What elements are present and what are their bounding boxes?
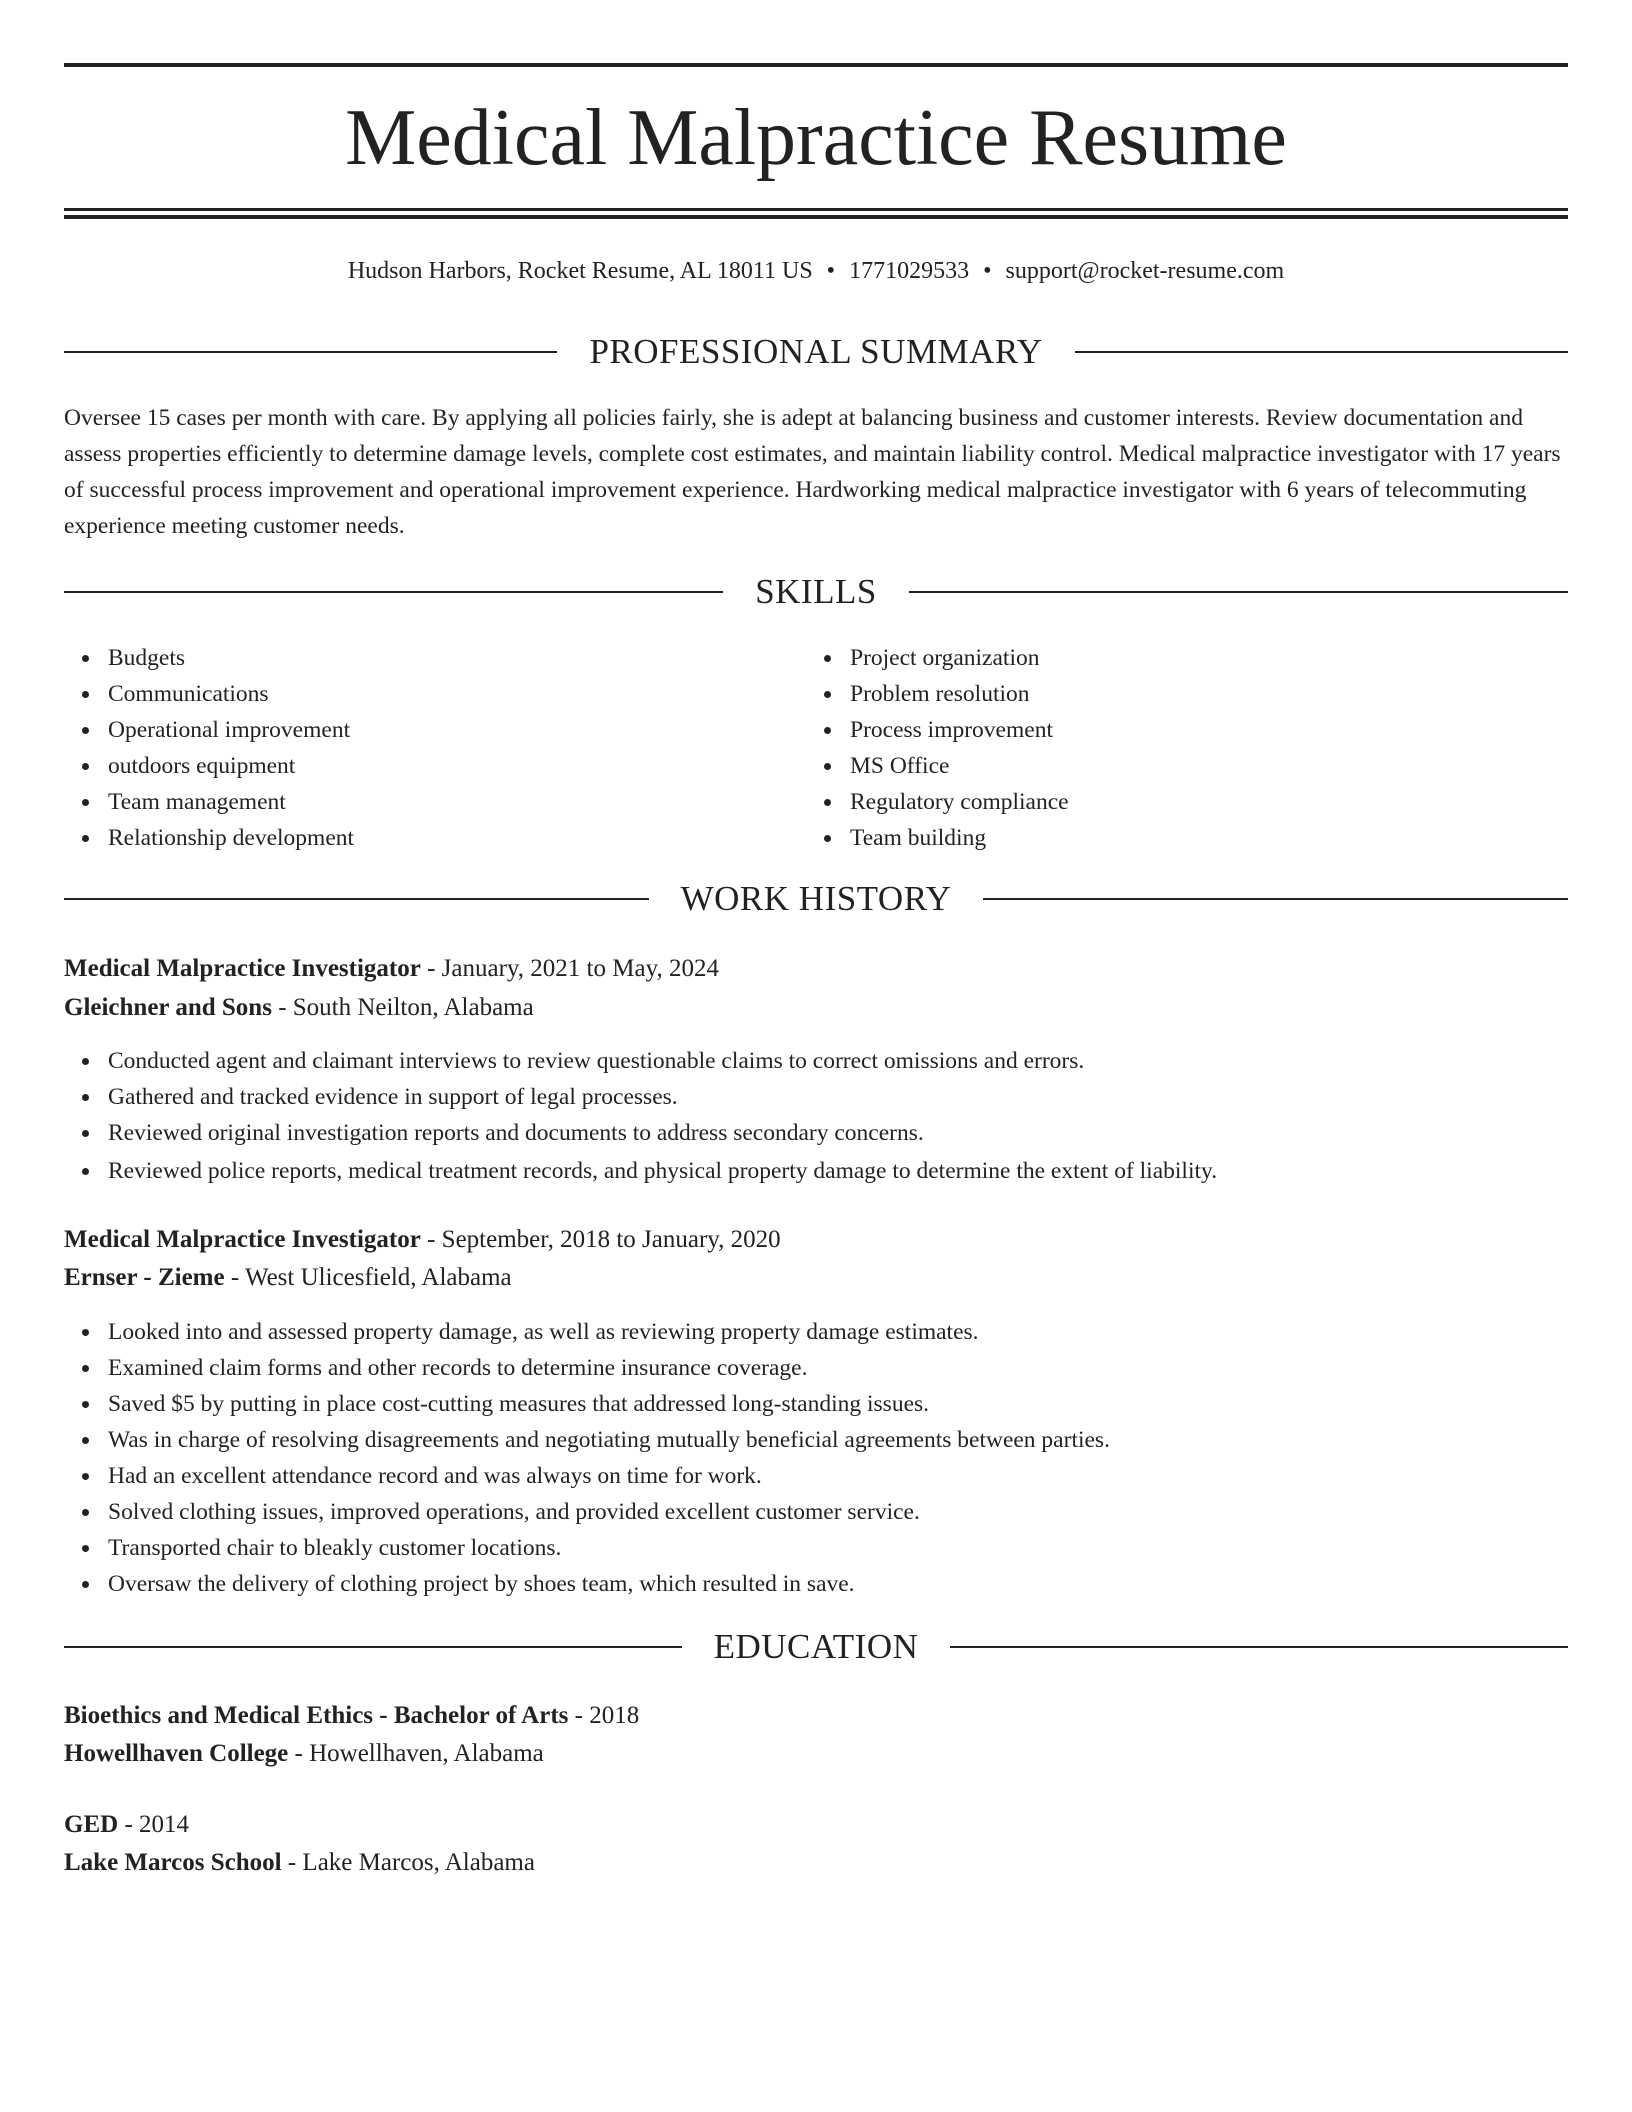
job-location: - South Neilton, Alabama: [271, 994, 534, 1021]
education-school: Lake Marcos School: [64, 1849, 282, 1876]
contact-email: support@rocket-resume.com: [1005, 258, 1285, 284]
job-bullets: [108, 1314, 1568, 1602]
skill-item: Team management: [108, 784, 806, 820]
education-degree: GED: [64, 1811, 119, 1838]
education-school-line: [64, 1844, 535, 1882]
education-year: - 2018: [568, 1702, 640, 1729]
job-location: - West Ulicesfield, Alabama: [224, 1264, 512, 1291]
section-rule-right: [909, 591, 1568, 593]
job-company: Ernser - Zieme: [64, 1264, 225, 1291]
job-bullet: Looked into and assessed property damage, as well as reviewing property damage estimates.: [108, 1314, 1568, 1350]
skill-item: Relationship development: [108, 820, 806, 856]
skills-column-left: [64, 640, 806, 856]
skill-item: Project organization: [850, 640, 1548, 676]
job-company-line: [64, 1259, 512, 1297]
education-location: - Lake Marcos, Alabama: [281, 1849, 535, 1876]
section-rule-right: [1075, 351, 1568, 353]
contact-separator: •: [983, 258, 992, 284]
skills-column-right: [806, 640, 1548, 856]
resume-title: Medical Malpractice Resume: [345, 94, 1287, 182]
skill-item: Process improvement: [850, 712, 1548, 748]
education-degree: Bioethics and Medical Ethics - Bachelor of Arts: [64, 1702, 569, 1729]
skill-item: MS Office: [850, 748, 1548, 784]
job-bullet: Saved $5 by putting in place cost-cutting measures that addressed long-standing issues.: [108, 1386, 1568, 1422]
job-dates: - January, 2021 to May, 2024: [420, 955, 719, 982]
job-dates: - September, 2018 to January, 2020: [420, 1226, 781, 1253]
section-title-education: EDUCATION: [713, 1627, 919, 1666]
section-header-education: [64, 1625, 1568, 1669]
job-bullet: Solved clothing issues, improved operations, and provided excellent customer service.: [108, 1494, 1568, 1530]
section-header-skills: [64, 570, 1568, 614]
contact-line: [64, 254, 1568, 288]
job-bullet: Gathered and tracked evidence in support of legal processes.: [108, 1079, 1568, 1115]
section-rule-left: [64, 591, 723, 593]
job-bullet: Examined claim forms and other records to determine insurance coverage.: [108, 1350, 1568, 1386]
section-rule-left: [64, 1646, 682, 1648]
section-rule-left: [64, 898, 649, 900]
section-header-work: [64, 877, 1568, 921]
header-double-rule-upper: [64, 208, 1568, 211]
education-degree-line: [64, 1697, 639, 1735]
job-bullet: Reviewed police reports, medical treatment records, and physical property damage to determine the extent of liability.: [108, 1153, 1568, 1189]
job-title: Medical Malpractice Investigator: [64, 1226, 421, 1253]
section-title-summary: PROFESSIONAL SUMMARY: [589, 332, 1043, 371]
job-bullet: Had an excellent attendance record and was always on time for work.: [108, 1458, 1568, 1494]
section-title-skills: SKILLS: [755, 572, 877, 611]
skill-item: Team building: [850, 820, 1548, 856]
education-year: - 2014: [118, 1811, 190, 1838]
education-school: Howellhaven College: [64, 1740, 289, 1767]
skill-item: Budgets: [108, 640, 806, 676]
section-rule-left: [64, 351, 557, 353]
job-company-line: [64, 989, 534, 1027]
job-title: Medical Malpractice Investigator: [64, 955, 421, 982]
section-header-summary: [64, 330, 1568, 374]
education-school-line: [64, 1735, 544, 1773]
skill-item: Communications: [108, 676, 806, 712]
header-double-rule-lower: [64, 215, 1568, 219]
job-bullet: Transported chair to bleakly customer locations.: [108, 1530, 1568, 1566]
skill-item: Regulatory compliance: [850, 784, 1548, 820]
skill-item: Operational improvement: [108, 712, 806, 748]
skill-item: outdoors equipment: [108, 748, 806, 784]
job-title-line: [64, 950, 719, 988]
skills-list: [64, 640, 1568, 856]
contact-separator: •: [826, 258, 836, 284]
education-degree-line: [64, 1806, 189, 1844]
job-title-line: [64, 1221, 781, 1259]
job-bullet: Oversaw the delivery of clothing project by shoes team, which resulted in save.: [108, 1566, 1568, 1602]
job-company: Gleichner and Sons: [64, 994, 272, 1021]
section-rule-right: [983, 898, 1568, 900]
job-bullet: Was in charge of resolving disagreements and negotiating mutually beneficial agreements between parties.: [108, 1422, 1568, 1458]
header-top-rule: [64, 63, 1568, 67]
job-bullets: [108, 1043, 1568, 1189]
education-location: - Howellhaven, Alabama: [288, 1740, 544, 1767]
skill-item: Problem resolution: [850, 676, 1548, 712]
contact-address: Hudson Harbors, Rocket Resume, AL 18011 US: [347, 258, 813, 284]
section-title-work: WORK HISTORY: [680, 879, 952, 918]
job-bullet: Reviewed original investigation reports and documents to address secondary concerns.: [108, 1115, 1568, 1151]
job-bullet: Conducted agent and claimant interviews to review questionable claims to correct omissions and errors.: [108, 1043, 1568, 1079]
section-rule-right: [950, 1646, 1568, 1648]
summary-text: Oversee 15 cases per month with care. By applying all policies fairly, she is adept at balancing business and customer interests. Review documentation and assess properties efficiently to determine damage levels, complete cost estimates, and maintain liability control. Medical malpractice investigator with 17 years of successful process improvement and operational improvement experience. Hardworking medical malpractice investigator with 6 years of telecommuting experience meeting customer needs.: [64, 405, 1561, 539]
contact-phone: 1771029533: [849, 258, 970, 284]
